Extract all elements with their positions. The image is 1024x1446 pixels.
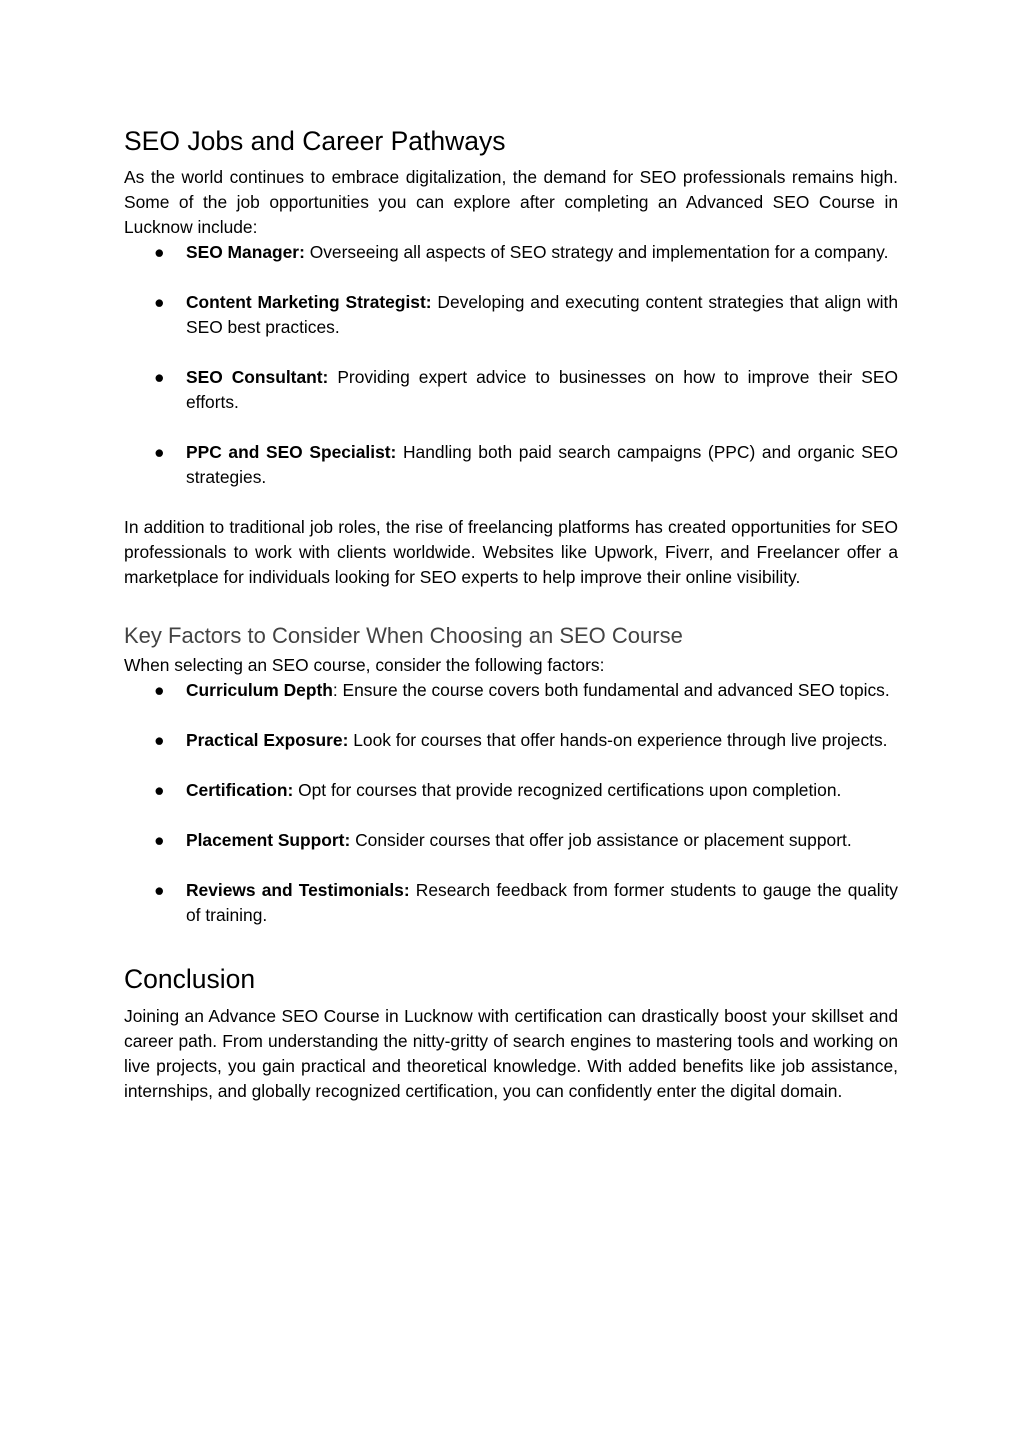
list-item-term: PPC and SEO Specialist:	[186, 442, 397, 462]
conclusion-paragraph: Joining an Advance SEO Course in Lucknow with certification can drastically boost your skillset and career path. From understanding the nitty-gritty of search engines to mastering tools and working on live projects, you gain practical and theoretical knowledge. With added benefits like job assistance, internships, and globally recognized certification, you can confidently enter the digital domain.	[124, 1006, 898, 1101]
list-item-term: Content Marketing Strategist:	[186, 292, 432, 312]
bullet-icon: ●	[154, 880, 165, 900]
list-item	[124, 240, 898, 265]
conclusion-heading: Conclusion	[124, 964, 256, 994]
freelancing-paragraph: In addition to traditional job roles, the rise of freelancing platforms has created opportunities for SEO professionals to work with clients worldwide. Websites like Upwork, Fiverr, and Freelancer offer a marketplace for individuals looking for SEO experts to help improve their online visibility.	[124, 517, 898, 587]
list-item	[124, 878, 898, 928]
bullet-icon: ●	[154, 830, 165, 850]
bullet-icon: ●	[154, 680, 165, 700]
list-item-term: Curriculum Depth	[186, 680, 333, 700]
list-item-text: Handling both paid search campaigns (PPC) and organic SEO strategies.	[186, 442, 898, 487]
list-item-term: Certification:	[186, 780, 294, 800]
list-item	[124, 678, 898, 703]
factors-heading: Key Factors to Consider When Choosing an SEO Course	[124, 623, 683, 648]
list-item	[124, 778, 898, 803]
list-item	[124, 828, 898, 853]
list-item-text: : Ensure the course covers both fundamental and advanced SEO topics.	[332, 680, 890, 700]
bullet-icon: ●	[154, 780, 165, 800]
factors-intro-paragraph: When selecting an SEO course, consider the following factors:	[124, 655, 605, 675]
jobs-intro-paragraph: As the world continues to embrace digitalization, the demand for SEO professionals remains high. Some of the job opportunities you can explore after completing an Advanced SEO Course in Lucknow include:	[124, 167, 898, 237]
list-item	[124, 365, 898, 415]
list-item	[124, 728, 898, 753]
jobs-heading: SEO Jobs and Career Pathways	[124, 126, 506, 156]
list-item-term: Practical Exposure:	[186, 730, 349, 750]
bullet-icon: ●	[154, 367, 165, 387]
list-item-text: Overseeing all aspects of SEO strategy and implementation for a company.	[304, 242, 889, 262]
factors-list	[124, 678, 898, 928]
list-item-text: Providing expert advice to businesses on how to improve their SEO efforts.	[186, 367, 898, 412]
list-item	[124, 290, 898, 340]
jobs-list	[124, 240, 898, 490]
list-item-term: SEO Consultant:	[186, 367, 329, 387]
list-item-text: Consider courses that offer job assistance or placement support.	[350, 830, 852, 850]
list-item-term: SEO Manager:	[186, 242, 305, 262]
list-item-text: Research feedback from former students to gauge the quality of training.	[186, 880, 898, 925]
bullet-icon: ●	[154, 442, 165, 462]
list-item-text: Developing and executing content strategies that align with SEO best practices.	[186, 292, 898, 337]
bullet-icon: ●	[154, 730, 165, 750]
list-item-text: Opt for courses that provide recognized certifications upon completion.	[293, 780, 842, 800]
list-item-text: Look for courses that offer hands-on experience through live projects.	[348, 730, 888, 750]
list-item-term: Placement Support:	[186, 830, 351, 850]
list-item-term: Reviews and Testimonials:	[186, 880, 410, 900]
list-item	[124, 440, 898, 490]
bullet-icon: ●	[154, 242, 165, 262]
bullet-icon: ●	[154, 292, 165, 312]
document-page	[124, 118, 898, 1104]
